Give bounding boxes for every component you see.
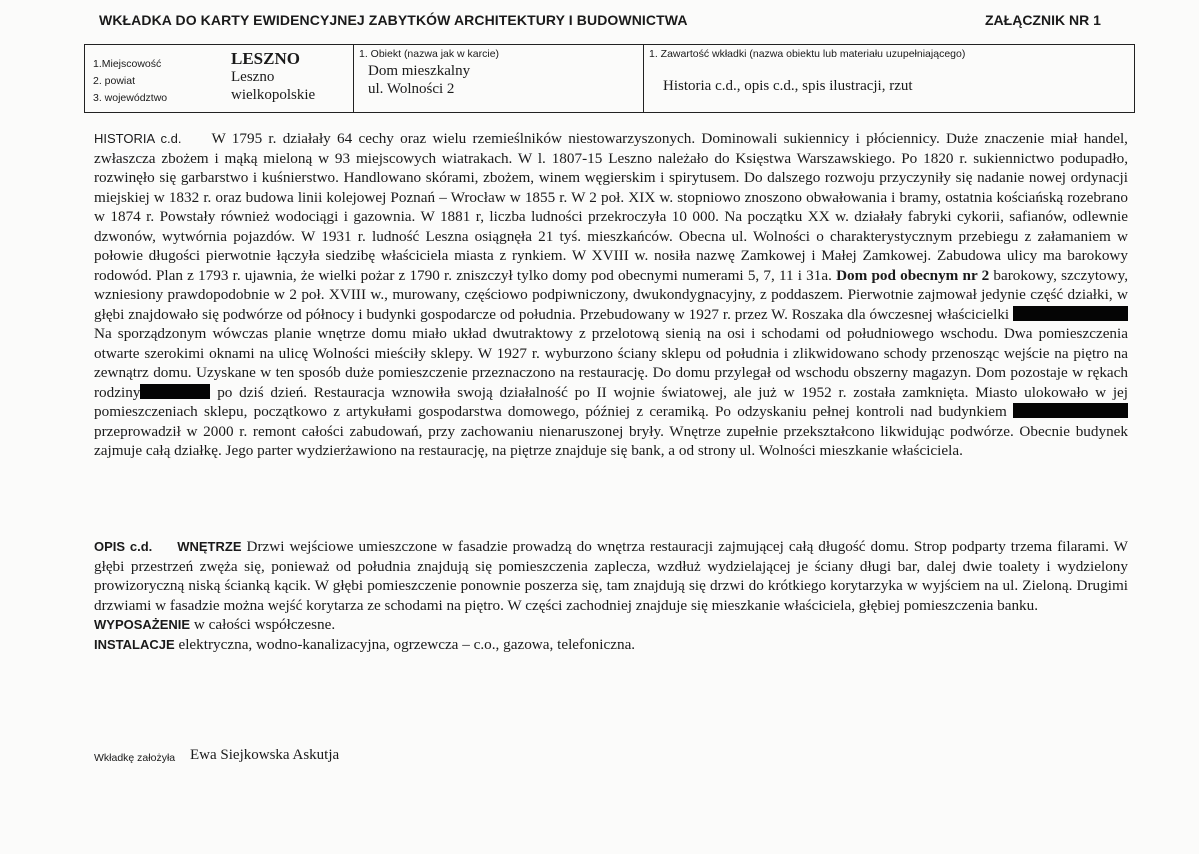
historia-text-5: przeprowadził w 2000 r. remont całości zabudowań, przy zachowaniu nienaruszonej bryły. Wnętrze zupełnie przekształcono likwidując podwórze. Obecnie budynek zajmuje całą działkę. Jego parter wydzierżawiono na restaurację, na piętrze znajduje się bank, a od strony ul. Wolności mieszkanie właściciela. [94, 422, 1128, 459]
label-voivodeship: 3. województwo [93, 92, 168, 104]
table-divider [353, 45, 354, 112]
historia-text-3: Na sporządzonym wówczas planie wnętrze domu miało układ dwutraktowy z przelotową sienią na osi i schodami od południowego wschodu. Dwa pomieszczenia otwarte szerokimi oknami na ulicę Wolności mieściły sklepy. W 1927 r. wyburzono ściany sklepu od południa i zlikwidowano schody przenosząc wejście na piętro na zewnątrz domu. Uzyskane w ten sposób duże pomieszczenie przeznaczono na restaurację. Do domu przylegał od wschodu obszerny magazyn. Dom pozostaje w rękach rodziny [94, 325, 1128, 401]
historia-text-2: barokowy, szczytowy, wzniesiony prawdopodobnie w 2 poł. XVIII w., murowany, częściowo podpiwniczony, dwukondygnacyjny, z poddaszem. Pierwotnie zajmował jedynie część działki, w głębi znajdowało się podwórze od północy i budynki gospodarcze od południa. Przebudowany w 1927 r. przez W. Roszaka dla ówczesnej właścicielki [94, 266, 1129, 323]
locality-value: LESZNO [231, 49, 300, 68]
opis-subheading: WNĘTRZE [177, 539, 242, 554]
county-value: Leszno [231, 69, 275, 85]
label-object: 1. Obiekt (nazwa jak w karcie) [359, 48, 500, 60]
instalacje-text: elektryczna, wodno-kanalizacyjna, ogrzewcza – c.o., gazowa, telefoniczna. [178, 635, 636, 653]
object-name: Dom mieszkalny [368, 63, 471, 79]
redaction-bar [1013, 403, 1128, 418]
metadata-table [84, 44, 1135, 113]
contents-value: Historia c.d., opis c.d., spis ilustracji, rzut [663, 78, 913, 94]
label-locality: 1.Miejscowość [93, 58, 162, 70]
annex-number: ZAŁĄCZNIK NR 1 [985, 12, 1101, 28]
wyposazenie-text: w całości współczesne. [193, 616, 336, 633]
opis-section [94, 537, 1128, 654]
historia-heading: HISTORIA c.d. [94, 131, 182, 146]
author-name: Ewa Siejkowska Askutja [190, 747, 340, 763]
historia-text: W 1795 r. działały 64 cechy oraz wielu rzemieślników niestowarzyszonych. Dominowali sukiennicy i płóciennicy. Duże znaczenie miał handel, zwłaszcza zbożem i mąką mieloną w 93 miejscowych wiatrakach. W l. 1807-15 Leszno należało do Księstwa Warszawskiego. Po 1820 r. sukiennictwo podupadło, rozwinęło się garbarstwo i kuśnierstwo. Handlowano skórami, zbożem, winem węgierskim i spirytusem. Do dalszego rozwoju przyczyniły się nadanie nowej ordynacji miejskiej w 1832 r. oraz budowa linii kolejowej Poznań – Wrocław w 1855 r. W 2 poł. XIX w. stopniowo znoszono obwałowania i bramy, ostatnia kościańską rozebrano w 1874 r. Powstały również wodociągi i gazownia. W 1881 r, liczba ludności przekroczyła 10 000. Na początku XX w. działały fabryki cykorii, safianów, odlewnie dzwonów, wytwórnia pojazdów. W 1931 r. ludność Leszna osiągnęła 21 tyś. mieszkańców. Obecna ul. Wolności o charakterystycznym przebiegu z załamaniem w połowie długości pierwotnie łączyła siedzibę właściciela miasta z rynkiem. W XVIII w. nosiła nazwę Zamkowej i Małej Zamkowej. Zabudowa ulicy ma barokowy rodowód. Plan z 1793 r. ujawnia, że wielki pożar z 1790 r. zniszczył tylko domy pod obecnymi numerami 5, 7, 11 i 31a. [94, 130, 1128, 284]
redaction-bar [140, 384, 210, 399]
document-title: WKŁADKA DO KARTY EWIDENCYJNEJ ZABYTKÓW ARCHITEKTURY I BUDOWNICTWA [99, 12, 688, 28]
label-county: 2. powiat [93, 75, 136, 87]
historia-section [94, 129, 1128, 461]
object-address: ul. Wolności 2 [368, 81, 455, 97]
opis-text: Drzwi wejściowe umieszczone w fasadzie prowadzą do wnętrza restauracji zajmującej całą długość domu. Strop podparty trzema filarami. W głębi przestrzeń zwęża się, ponieważ od południa znajdują się pomieszczenia zaplecza, wzdłuż wydzielającej je ściany długi bar, dalej dwie toalety i wydzielony prowizoryczną niską ścianką kącik. W głębi pomieszczenie ponownie poszerza się, tam znajdują się drzwi do krótkiego korytarzyka w wyjściem na ul. Zieloną. Drugimi drzwiami w fasadzie można wejść korytarza ze schodami na piętro. W części zachodniej znajduje się mieszkanie właściciela, głębiej pomieszczenia banku. [94, 538, 1129, 614]
author-label: Wkładkę założyła [94, 752, 176, 764]
table-divider [643, 45, 644, 112]
label-contents: 1. Zawartość wkładki (nazwa obiektu lub materiału uzupełniającego) [649, 48, 966, 60]
opis-heading: OPIS c.d. [94, 539, 153, 554]
wyposazenie-heading: WYPOSAŻENIE [94, 617, 191, 632]
historia-highlight: Dom pod obecnym nr 2 [836, 266, 990, 284]
voivodeship-value: wielkopolskie [231, 87, 316, 103]
historia-text-4: po dziś dzień. Restauracja wznowiła swoją działalność po II wojnie światowej, ale już w 1952 r. została zamknięta. Miasto ulokowało w jej pomieszczeniach sklepu, początkowo z artykułami gospodarstwa domowego, później z ceramiką. Po odzyskaniu pełnej kontroli nad budynkiem [94, 383, 1128, 420]
instalacje-heading: INSTALACJE [94, 636, 175, 652]
redaction-bar [1013, 306, 1128, 321]
